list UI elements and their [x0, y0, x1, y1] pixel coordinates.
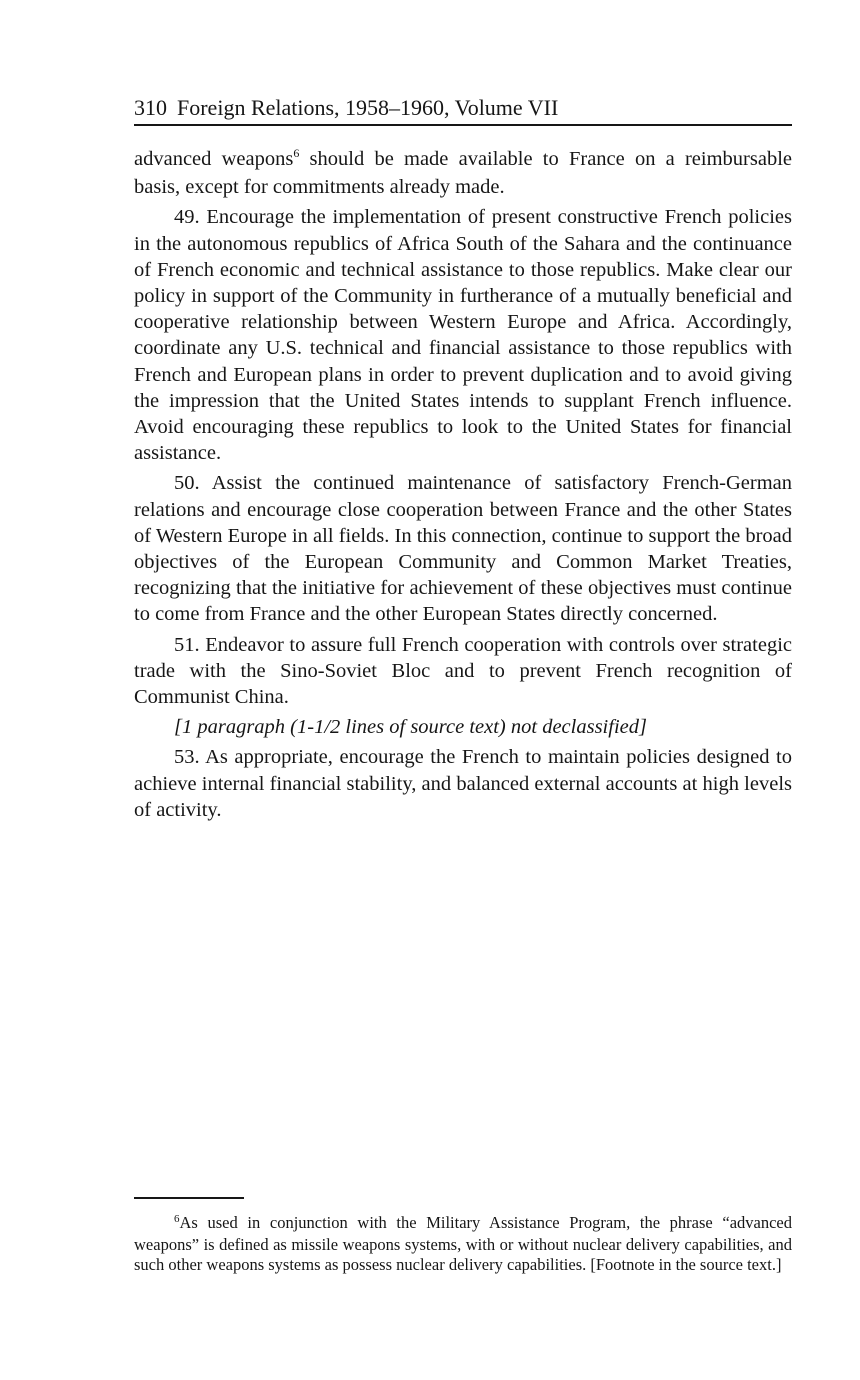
paragraph-50: 50. Assist the continued maintenance of satisfactory French-German relations and encourage close cooperation between France and the other States of Western Europe in all fields. In this connection, continue to support the broad objectives of the European Community and Common Market Treaties, recognizing that the initiative for achievement of these objectives must continue to come from France and the other European States directly concerned.: [134, 472, 792, 626]
paragraph-49: 49. Encourage the implementation of present constructive French policies in the autonomous republics of Africa South of the Sahara and the continuance of French economic and technical assistance to those republics. Make clear our policy in support of the Community in furtherance of a mutually beneficial and cooperative relationship between Western Europe and Africa. Accordingly, coordinate any U.S. technical and financial assistance to those republics with French and European plans in order to prevent duplication and to avoid giving the impression that the United States intends to supplant French influence. Avoid encouraging these republics to look to the United States for financial assistance.: [134, 206, 792, 465]
page-number: 310: [134, 95, 167, 120]
paragraph-continuation-rest: should be made available to France on a reimbursable basis, except for commitments already made.: [134, 148, 792, 199]
footnote-text: As used in conjunction with the Military Assistance Program, the phrase “advanced weapons” is defined as missile weapons systems, with or without nuclear delivery capabilities, and such other weapons systems as possess nuclear delivery capabilities. [Footnote in the source text.]: [134, 1213, 792, 1274]
paragraph-51: 51. Endeavor to assure full French cooperation with controls over strategic trade with the Sino-Soviet Bloc and to prevent French recognition of Communist China.: [134, 633, 792, 709]
document-page: [134, 0, 792, 1380]
running-title: Foreign Relations, 1958–1960, Volume VII: [177, 95, 559, 120]
footnote-marker: 6: [174, 1213, 180, 1225]
header-rule: [134, 124, 792, 126]
footnote-reference: 6: [293, 146, 300, 160]
footnote-rule: [134, 1197, 244, 1199]
paragraph-53: 53. As appropriate, encourage the French to maintain policies designed to achieve internal financial stability, and balanced external accounts at high levels of activity.: [134, 746, 792, 821]
body-text: [134, 146, 792, 827]
footnote: [134, 1213, 792, 1275]
running-head: [134, 94, 792, 122]
paragraph-continuation-start: advanced weapons: [134, 148, 294, 170]
paragraph-continuation: [134, 146, 792, 200]
declassification-note: [1 paragraph (1-1/2 lines of source text) not declassified]: [174, 716, 647, 739]
